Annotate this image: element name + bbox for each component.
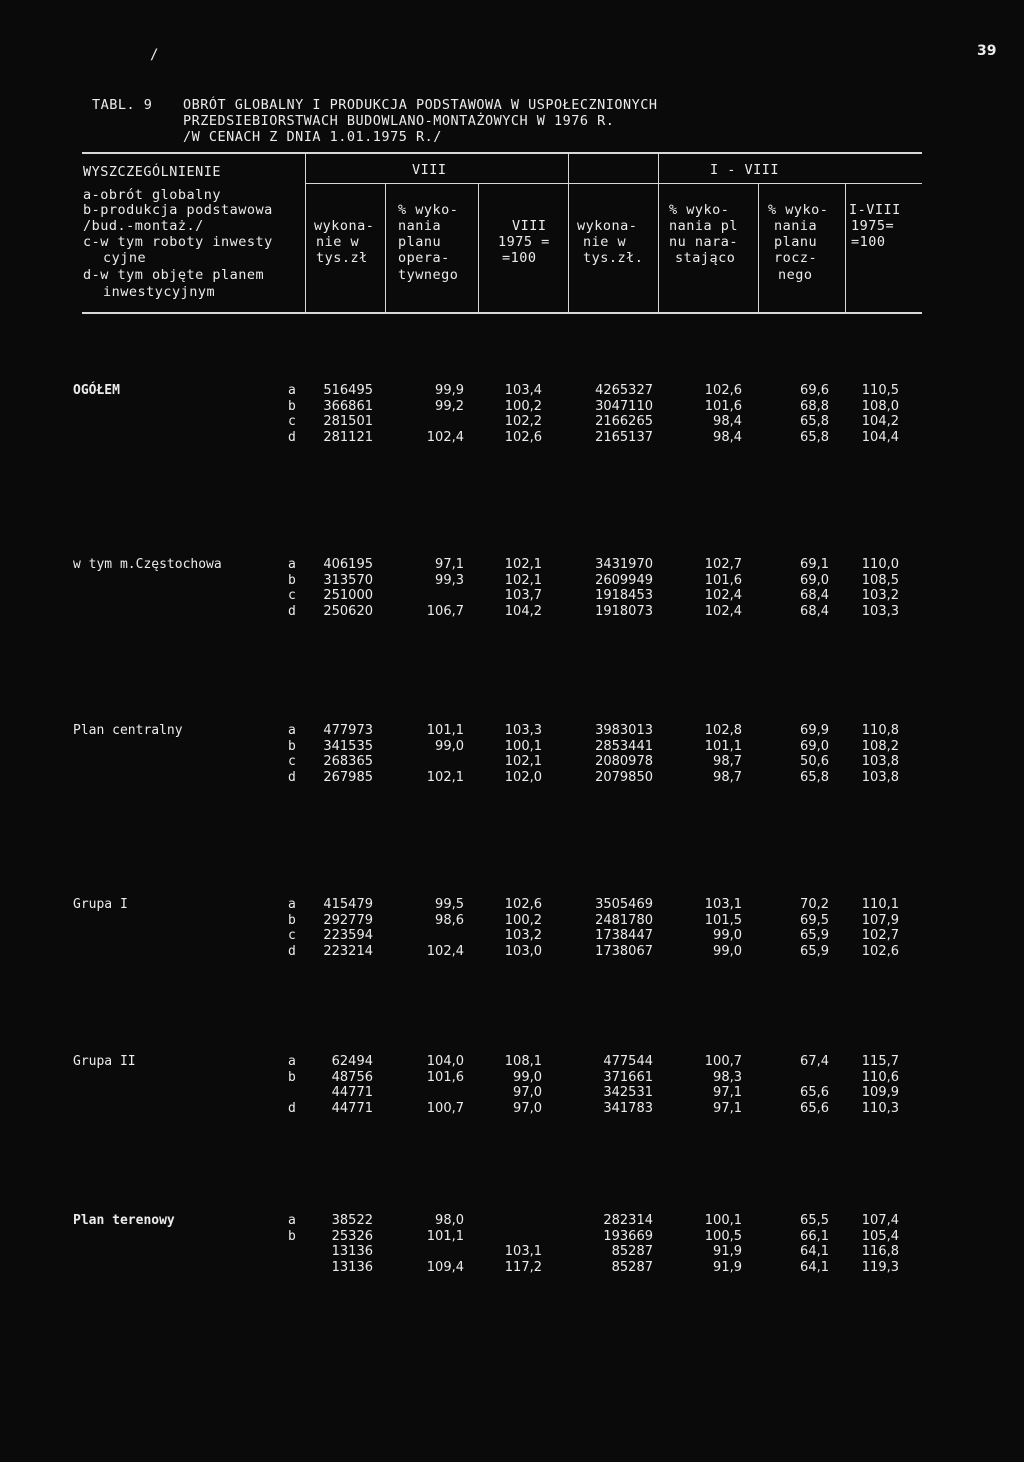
table-cell: 100,2 [504, 912, 542, 928]
table-cell: 2166265 [595, 414, 653, 429]
group-i-viii-label: I - VIII [710, 162, 780, 178]
table-cell: 102,6 [504, 897, 542, 912]
table-cell: 109,9 [861, 1085, 899, 1100]
table-cell: 101,6 [426, 1069, 464, 1085]
col2-h4: tywnego [398, 267, 459, 283]
table-cell: 102,6 [504, 429, 542, 445]
row-key: a [288, 557, 296, 572]
group-name: Grupa I [73, 897, 128, 912]
table-cell: 103,1 [504, 1244, 542, 1259]
table-cell: 65,6 [800, 1100, 829, 1116]
stub-b2: /bud.-montaż./ [83, 218, 204, 234]
table-cell: 406195 [323, 557, 373, 572]
table-cell: 102,6 [861, 943, 899, 959]
header-top-rule [82, 152, 922, 154]
col5-h1: nania pl [669, 218, 739, 234]
table-cell: 97,1 [713, 1100, 742, 1116]
table-cell: 103,3 [504, 723, 542, 738]
row-key: b [288, 738, 296, 754]
table-cell: 2609949 [595, 572, 653, 588]
table-cell: 102,1 [504, 572, 542, 588]
row-key: d [288, 1100, 296, 1116]
title-line-1: OBRÓT GLOBALNY I PRODUKCJA PODSTAWOWA W USPOŁECZNIONYCH [183, 97, 658, 113]
table-cell: 1918453 [595, 588, 653, 603]
stub-b: b-produkcja podstawowa [83, 202, 273, 218]
table-cell: 110,8 [861, 723, 899, 738]
table-cell: 25326 [331, 1228, 373, 1244]
table-cell: 103,0 [504, 943, 542, 959]
table-cell: 103,3 [861, 603, 899, 619]
table-cell: 99,0 [713, 928, 742, 943]
col4-h1: nie w [583, 234, 627, 250]
row-key: b [288, 912, 296, 928]
col7-h0: I-VIII [849, 202, 901, 218]
col7-h1: 1975= [851, 218, 895, 234]
col6-h4: nego [778, 267, 813, 283]
row-key: a [288, 897, 296, 912]
table-cell: 98,4 [713, 414, 742, 429]
table-cell: 102,8 [704, 723, 742, 738]
col-divider-2 [478, 183, 479, 312]
table-cell: 250620 [323, 603, 373, 619]
table-cell: 68,4 [800, 603, 829, 619]
table-cell: 101,1 [426, 723, 464, 738]
table-cell: 282314 [603, 1213, 653, 1228]
stub-d2: inwestycyjnym [103, 284, 216, 300]
table-cell: 102,7 [861, 928, 899, 943]
table-cell: 3047110 [595, 398, 653, 414]
scan-mark: / [150, 47, 159, 63]
table-cell: 98,3 [713, 1069, 742, 1085]
table-cell: 68,4 [800, 588, 829, 603]
table-cell: 70,2 [800, 897, 829, 912]
table-cell: 69,9 [800, 723, 829, 738]
table-cell: 2080978 [595, 754, 653, 769]
col2-h3: opera- [398, 250, 450, 266]
row-key: b [288, 398, 296, 414]
table-cell: 101,6 [704, 572, 742, 588]
col6-h3: rocz- [774, 250, 818, 266]
table-cell: 101,6 [704, 398, 742, 414]
col2-h0: % wyko- [398, 202, 459, 218]
table-cell: 64,1 [800, 1259, 829, 1275]
row-key: c [288, 588, 296, 603]
table-cell: 100,7 [704, 1054, 742, 1069]
table-cell: 103,8 [861, 754, 899, 769]
table-cell: 102,4 [704, 603, 742, 619]
table-cell: 292779 [323, 912, 373, 928]
table-cell: 1738067 [595, 943, 653, 959]
table-cell: 99,2 [435, 398, 464, 414]
page-number: 39 [977, 43, 997, 59]
row-key: c [288, 414, 296, 429]
table-cell: 2079850 [595, 769, 653, 785]
stub-title: WYSZCZEGÓLNIENIE [83, 164, 222, 180]
group-name: OGÓŁEM [73, 383, 120, 398]
table-cell: 65,5 [800, 1213, 829, 1228]
col3-h1: 1975 = [498, 234, 550, 250]
table-cell: 98,6 [435, 912, 464, 928]
table-cell: 193669 [603, 1228, 653, 1244]
title-line-2: PRZEDSIEBIORSTWACH BUDOWLANO-MONTAŻOWYCH W 1976 R. [183, 113, 615, 129]
table-cell: 102,4 [704, 588, 742, 603]
table-cell: 65,8 [800, 414, 829, 429]
table-cell: 3431970 [595, 557, 653, 572]
table-cell: 104,2 [861, 414, 899, 429]
table-cell: 100,7 [426, 1100, 464, 1116]
table-cell: 99,0 [435, 738, 464, 754]
table-cell: 98,0 [435, 1213, 464, 1228]
table-cell: 104,2 [504, 603, 542, 619]
table-cell: 102,4 [426, 429, 464, 445]
table-cell: 3983013 [595, 723, 653, 738]
table-cell: 104,0 [426, 1054, 464, 1069]
stub-c: c-w tym roboty inwesty [83, 234, 273, 250]
table-cell: 1738447 [595, 928, 653, 943]
table-cell: 101,5 [704, 912, 742, 928]
col-divider-6 [845, 183, 846, 312]
table-cell: 62494 [331, 1054, 373, 1069]
col4-h2: tys.zł. [583, 250, 644, 266]
table-cell: 268365 [323, 754, 373, 769]
table-cell: 102,1 [504, 557, 542, 572]
col2-h1: nania [398, 218, 442, 234]
row-key: c [288, 928, 296, 943]
table-cell: 281501 [323, 414, 373, 429]
col2-h2: planu [398, 234, 442, 250]
table-cell: 2853441 [595, 738, 653, 754]
table-cell: 65,6 [800, 1085, 829, 1100]
row-key: a [288, 1054, 296, 1069]
table-cell: 108,0 [861, 398, 899, 414]
group-name: Plan terenowy [73, 1213, 175, 1228]
table-cell: 108,2 [861, 738, 899, 754]
table-cell: 281121 [323, 429, 373, 445]
table-cell: 341535 [323, 738, 373, 754]
table-cell: 105,4 [861, 1228, 899, 1244]
table-cell: 4265327 [595, 383, 653, 398]
table-cell: 223214 [323, 943, 373, 959]
table-cell: 516495 [323, 383, 373, 398]
table-cell: 85287 [611, 1259, 653, 1275]
col4-h0: wykona- [577, 218, 638, 234]
stub-d: d-w tym objęte planem [83, 267, 265, 283]
table-cell: 97,0 [513, 1100, 542, 1116]
table-cell: 119,3 [861, 1259, 899, 1275]
table-cell: 1918073 [595, 603, 653, 619]
table-cell: 98,7 [713, 769, 742, 785]
col5-h2: nu nara- [669, 234, 739, 250]
table-cell: 48756 [331, 1069, 373, 1085]
row-key: a [288, 1213, 296, 1228]
table-cell: 366861 [323, 398, 373, 414]
table-cell: 103,2 [504, 928, 542, 943]
col1-h2: tys.zł [316, 250, 368, 266]
col-divider-1 [385, 183, 386, 312]
header-bottom-rule [82, 312, 922, 314]
row-key: d [288, 769, 296, 785]
table-cell: 103,4 [504, 383, 542, 398]
row-key: a [288, 723, 296, 738]
row-key: b [288, 572, 296, 588]
col1-h1: nie w [316, 234, 360, 250]
table-cell: 102,6 [704, 383, 742, 398]
table-cell: 97,1 [435, 557, 464, 572]
table-cell: 115,7 [861, 1054, 899, 1069]
table-cell: 98,4 [713, 429, 742, 445]
table-cell: 99,0 [513, 1069, 542, 1085]
col6-h1: nania [774, 218, 818, 234]
table-cell: 13136 [331, 1244, 373, 1259]
table-cell: 69,0 [800, 738, 829, 754]
table-cell: 98,7 [713, 754, 742, 769]
table-cell: 65,9 [800, 928, 829, 943]
table-cell: 117,2 [504, 1259, 542, 1275]
group-name: Plan centralny [73, 723, 183, 738]
table-cell: 102,1 [426, 769, 464, 785]
table-cell: 3505469 [595, 897, 653, 912]
row-key: a [288, 383, 296, 398]
table-cell: 477544 [603, 1054, 653, 1069]
table-cell: 109,4 [426, 1259, 464, 1275]
col5-h3: stająco [675, 250, 736, 266]
table-cell: 103,2 [861, 588, 899, 603]
table-cell: 97,1 [713, 1085, 742, 1100]
table-cell: 69,0 [800, 572, 829, 588]
col-divider-4 [658, 152, 659, 312]
table-cell: 371661 [603, 1069, 653, 1085]
table-cell: 99,9 [435, 383, 464, 398]
table-cell: 67,4 [800, 1054, 829, 1069]
row-key: d [288, 429, 296, 445]
col6-h0: % wyko- [768, 202, 829, 218]
table-cell: 100,1 [504, 738, 542, 754]
table-cell: 69,5 [800, 912, 829, 928]
table-cell: 102,7 [704, 557, 742, 572]
table-prefix: TABL. 9 [92, 97, 153, 113]
table-cell: 341783 [603, 1100, 653, 1116]
table-cell: 267985 [323, 769, 373, 785]
row-key: c [288, 754, 296, 769]
table-cell: 103,8 [861, 769, 899, 785]
table-cell: 99,5 [435, 897, 464, 912]
table-cell: 99,3 [435, 572, 464, 588]
table-cell: 106,7 [426, 603, 464, 619]
table-cell: 65,8 [800, 769, 829, 785]
table-cell: 91,9 [713, 1259, 742, 1275]
table-cell: 64,1 [800, 1244, 829, 1259]
table-cell: 44771 [331, 1085, 373, 1100]
col5-h0: % wyko- [669, 202, 730, 218]
table-cell: 102,4 [426, 943, 464, 959]
table-cell: 102,1 [504, 754, 542, 769]
table-cell: 107,9 [861, 912, 899, 928]
table-cell: 342531 [603, 1085, 653, 1100]
row-key: d [288, 603, 296, 619]
table-cell: 102,0 [504, 769, 542, 785]
table-cell: 2481780 [595, 912, 653, 928]
table-cell: 65,9 [800, 943, 829, 959]
table-cell: 13136 [331, 1259, 373, 1275]
table-cell: 103,1 [704, 897, 742, 912]
table-cell: 108,5 [861, 572, 899, 588]
table-cell: 69,1 [800, 557, 829, 572]
table-cell: 101,1 [426, 1228, 464, 1244]
table-cell: 251000 [323, 588, 373, 603]
table-cell: 116,8 [861, 1244, 899, 1259]
table-cell: 69,6 [800, 383, 829, 398]
table-cell: 44771 [331, 1100, 373, 1116]
table-cell: 313570 [323, 572, 373, 588]
group-name: Grupa II [73, 1054, 136, 1069]
table-cell: 91,9 [713, 1244, 742, 1259]
table-cell: 415479 [323, 897, 373, 912]
stub-a: a-obrót globalny [83, 187, 222, 203]
table-cell: 102,2 [504, 414, 542, 429]
table-cell: 38522 [331, 1213, 373, 1228]
row-key: b [288, 1228, 296, 1244]
table-cell: 100,2 [504, 398, 542, 414]
col-divider-0 [305, 152, 306, 312]
table-cell: 110,5 [861, 383, 899, 398]
row-key: b [288, 1069, 296, 1085]
group-name: w tym m.Częstochowa [73, 557, 222, 572]
table-cell: 223594 [323, 928, 373, 943]
table-cell: 100,1 [704, 1213, 742, 1228]
table-cell: 68,8 [800, 398, 829, 414]
title-line-3: /W CENACH Z DNIA 1.01.1975 R./ [183, 129, 442, 145]
col7-h2: =100 [851, 234, 886, 250]
table-cell: 110,0 [861, 557, 899, 572]
header-mid-rule [305, 183, 922, 184]
table-cell: 50,6 [800, 754, 829, 769]
table-cell: 108,1 [504, 1054, 542, 1069]
col6-h2: planu [774, 234, 818, 250]
table-cell: 110,1 [861, 897, 899, 912]
table-cell: 101,1 [704, 738, 742, 754]
table-cell: 110,6 [861, 1069, 899, 1085]
table-cell: 85287 [611, 1244, 653, 1259]
table-cell: 99,0 [713, 943, 742, 959]
table-cell: 477973 [323, 723, 373, 738]
table-cell: 2165137 [595, 429, 653, 445]
table-cell: 104,4 [861, 429, 899, 445]
col-divider-3 [568, 152, 569, 312]
col1-h0: wykona- [314, 218, 375, 234]
col3-h2: =100 [502, 250, 537, 266]
table-cell: 103,7 [504, 588, 542, 603]
table-cell: 110,3 [861, 1100, 899, 1116]
table-cell: 100,5 [704, 1228, 742, 1244]
stub-c2: cyjne [103, 250, 147, 266]
col-divider-5 [758, 183, 759, 312]
col3-h0: VIII [512, 218, 547, 234]
row-key: d [288, 943, 296, 959]
table-cell: 97,0 [513, 1085, 542, 1100]
group-viii-label: VIII [412, 162, 447, 178]
table-cell: 66,1 [800, 1228, 829, 1244]
table-cell: 107,4 [861, 1213, 899, 1228]
table-cell: 65,8 [800, 429, 829, 445]
